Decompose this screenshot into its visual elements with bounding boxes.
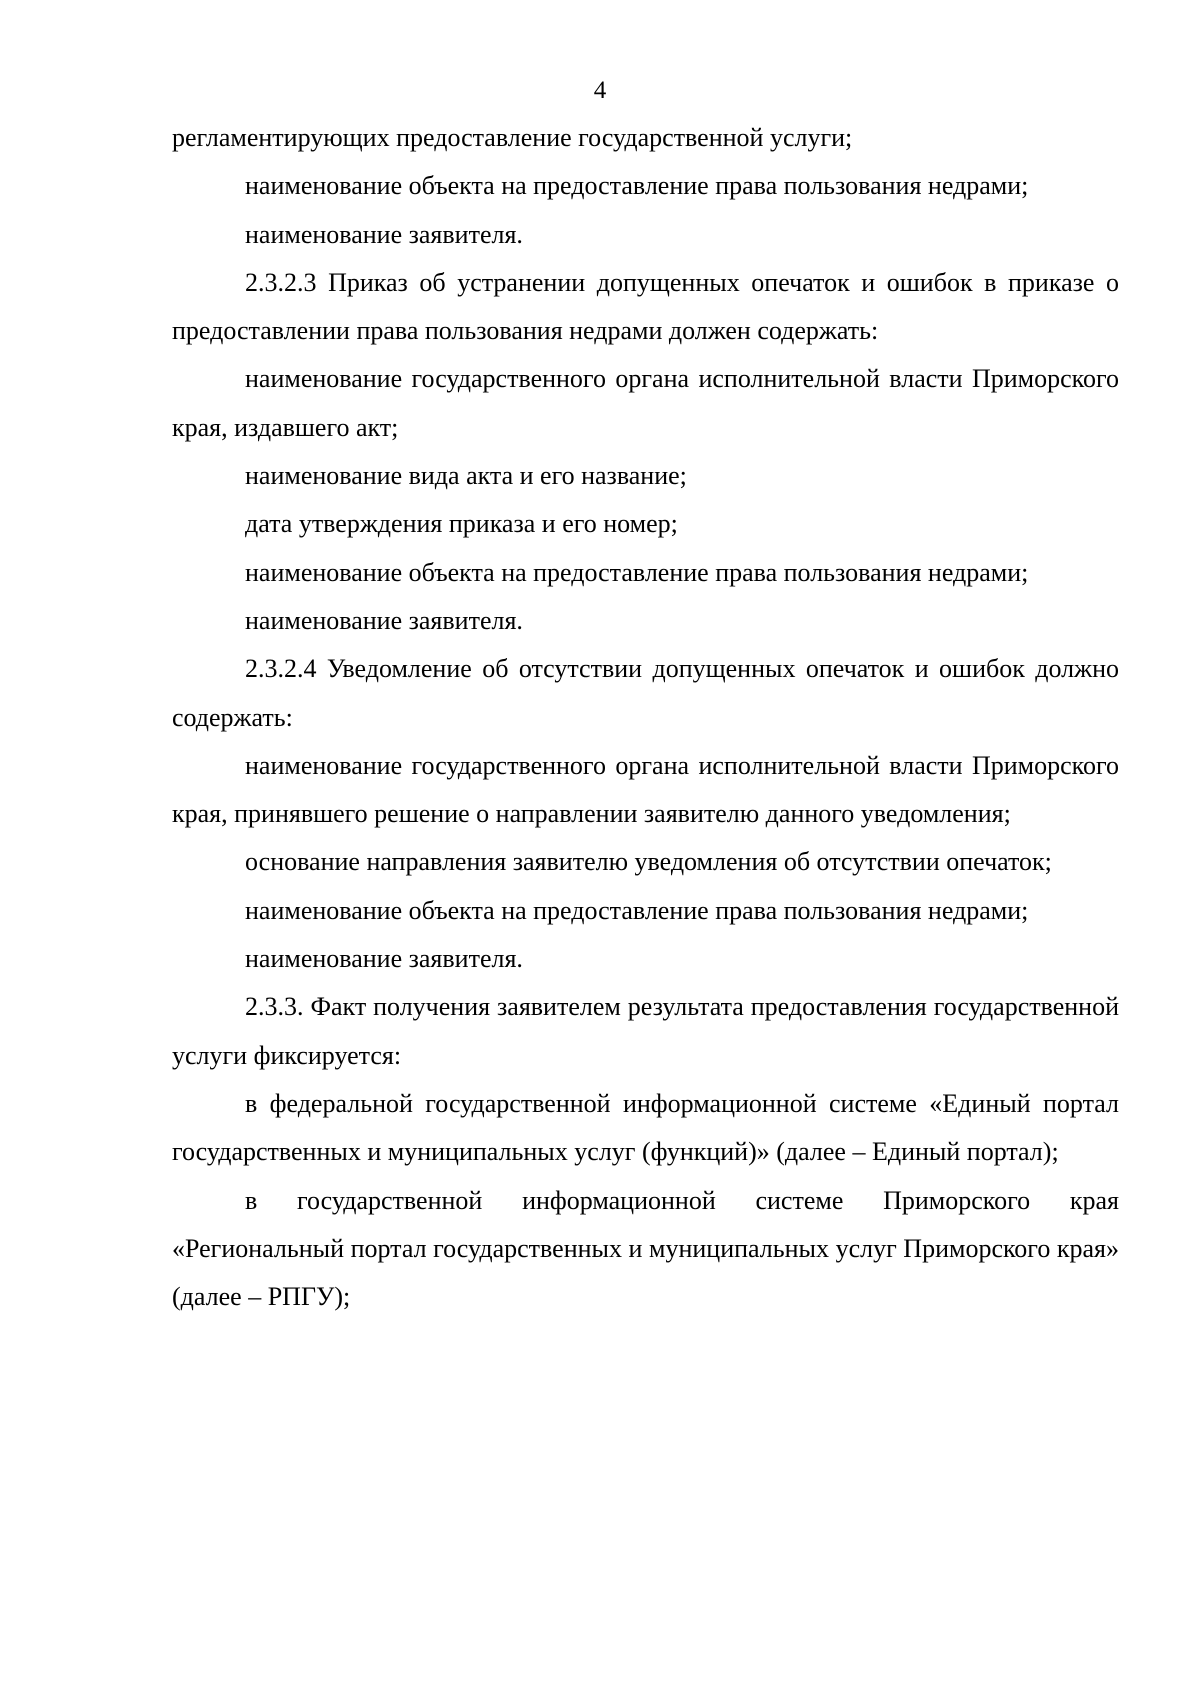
paragraph: наименование заявителя. <box>245 944 523 974</box>
paragraph: наименование объекта на предоставление права пользования недрами; <box>245 171 1029 201</box>
paragraph: наименование государственного органа исполнительной власти Приморского края, принявшего решение о направлении заявителю данного уведомления; <box>172 750 1119 829</box>
page-number: 4 <box>593 77 607 104</box>
paragraph: наименование заявителя. <box>245 605 523 635</box>
paragraph: наименование объекта на предоставление права пользования недрами; <box>245 557 1029 587</box>
paragraph: в государственной информационной системе Приморского края «Региональный портал государственных и муниципальных услуг Приморского края» (далее – РПГУ); <box>172 1185 1119 1312</box>
paragraph: наименование государственного органа исполнительной власти Приморского края, издавшего акт; <box>172 364 1119 442</box>
paragraph: наименование заявителя. <box>245 219 523 249</box>
paragraph: регламентирующих предоставление государственной услуги; <box>172 123 853 152</box>
paragraph: наименование вида акта и его название; <box>245 461 687 491</box>
section-paragraph: 2.3.2.3 Приказ об устранении допущенных опечаток и ошибок в приказе о предоставлении права пользования недрами должен содержать: <box>172 267 1119 346</box>
paragraph: основание направления заявителю уведомления об отсутствии опечаток; <box>245 847 1052 877</box>
paragraph: в федеральной государственной информационной системе «Единый портал государственных и муниципальных услуг (функций)» (далее – Единый портал); <box>172 1088 1119 1167</box>
section-paragraph: 2.3.3. Факт получения заявителем результата предоставления государственной услуги фиксируется: <box>172 992 1119 1070</box>
section-paragraph: 2.3.2.4 Уведомление об отсутствии допущенных опечаток и ошибок должно содержать: <box>172 654 1119 732</box>
paragraph: дата утверждения приказа и его номер; <box>245 509 678 539</box>
document-body <box>172 114 1119 1321</box>
paragraph: наименование объекта на предоставление права пользования недрами; <box>245 895 1029 925</box>
